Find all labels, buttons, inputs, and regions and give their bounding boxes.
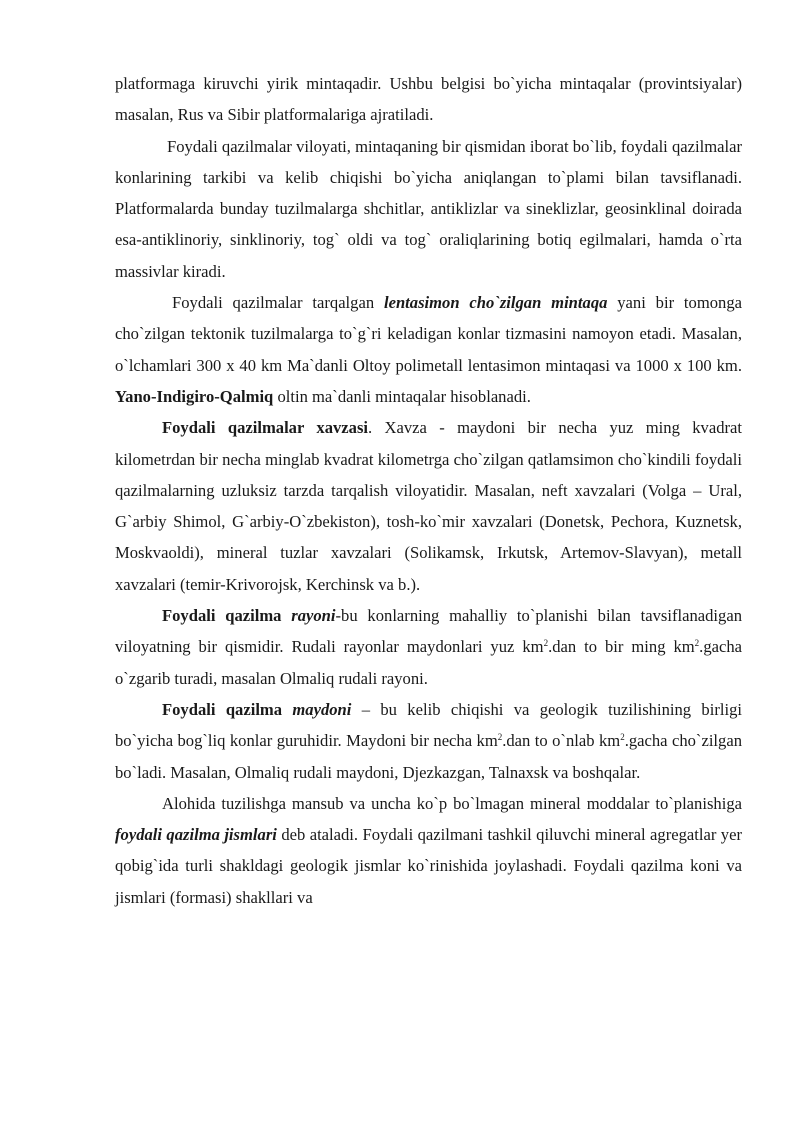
paragraph-3	[115, 287, 742, 412]
paragraph-text: oltin ma`danli mintaqalar hisoblanadi.	[273, 386, 531, 406]
paragraph-text: .gacha cho`zilgan bo`ladi. Masalan, Olmaliq rudali maydoni, Djezkazgan, Talnaxsk va boshqalar.	[115, 731, 742, 782]
paragraph-7	[115, 788, 742, 913]
superscript: 2	[497, 732, 503, 743]
term-emphasis: foydali qazilma jismlari	[115, 825, 277, 845]
paragraph-text: Alohida tuzilishga mansub va uncha ko`p bo`lmagan mineral moddalar to`planishiga	[162, 793, 742, 813]
term-emphasis: rayoni	[291, 606, 336, 626]
term-emphasis: maydoni	[292, 699, 352, 719]
paragraph-text: platformaga kiruvchi yirik mintaqadir. Ushbu belgisi bo`yicha mintaqalar (provintsiyalar) masalan, Rus va Sibir platformalariga ajratiladi.	[115, 74, 742, 125]
paragraph-text: – bu kelib chiqishi va geologik tuzilishining birligi bo`yicha bog`liq konlar guruhidir. Maydoni bir necha km	[115, 699, 742, 751]
paragraph-text: .dan to o`nlab km	[502, 731, 621, 751]
paragraph-1	[115, 68, 742, 131]
paragraph-text: .dan to bir ming km	[548, 637, 695, 657]
superscript: 2	[694, 638, 700, 649]
paragraph-text: Foydali qazilmalar tarqalgan	[172, 293, 384, 313]
paragraph-text: . Xavza - maydoni bir necha yuz ming kvadrat kilometrdan bir necha minglab kvadrat kilometrga cho`zilgan qatlamsimon cho`kindili foydali qazilmalarning uzluksiz tarzda tarqalish viloyatidir. Masalan, neft xavzalari (Volga – Ural, G`arbiy Shimol, G`arbiy-O`zbekiston), tosh-ko`mir xavzalari (Donetsk, Pechora, Kuznetsk, Moskvaoldi), mineral tuzlar xavzalari (Solikamsk, Irkutsk, Artemov-Slavyan), metall xavzalari (temir-Krivorojsk, Kerchinsk va b.).	[115, 418, 742, 594]
term-bold: Yano-Indigiro-Qalmiq	[115, 386, 274, 406]
paragraph-5	[115, 600, 742, 694]
term-bold: Foydali qazilma	[162, 606, 292, 626]
paragraph-text: deb ataladi. Foydali qazilmani tashkil qiluvchi mineral agregatlar yer qobig`ida turli shakldagi geologik jismlar ko`rinishida joylashadi. Foydali qazilma koni va jismlari (formasi) shakllari va	[115, 825, 742, 907]
paragraph-text: -bu konlarning mahalliy to`planishi bilan tavsiflanadigan viloyatning bir qismidir. Rudali rayonlar maydonlari yuz km	[115, 606, 742, 657]
paragraph-6	[115, 694, 742, 788]
superscript: 2	[543, 638, 549, 649]
paragraph-4	[115, 412, 742, 600]
term-bold: Foydali qazilmalar xavzasi	[162, 418, 369, 438]
term-emphasis: lentasimon cho`zilgan mintaqa	[383, 293, 608, 313]
superscript: 2	[620, 732, 625, 743]
document-page	[115, 68, 742, 913]
paragraph-2	[115, 131, 742, 287]
paragraph-text: .gacha o`zgarib turadi, masalan Olmaliq rudali rayoni.	[115, 637, 743, 688]
paragraph-text: Foydali qazilmalar viloyati, mintaqaning bir qismidan iborat bo`lib, foydali qazilmalar konlarining tarkibi va kelib chiqishi bo`yicha aniqlangan to`plami bilan tavsiflanadi. Platformalarda bunday tuzilmalarga shchitlar, antiklizlar va sineklizlar, geosinklinal doirada esa-antiklinoriy, sinklinoriy, tog` oldi va tog` oraliqlarining botiq egilmalari, hamda o`rta massivlar kiradi.	[115, 136, 742, 281]
paragraph-text: yani bir tomonga cho`zilgan tektonik tuzilmalarga to`g`ri keladigan konlar tizmasini namoyon etadi. Masalan, o`lchamlari 300 x 40 km Ma`danli Oltoy polimetall lentasimon mintaqasi va 1000 x 100 km.	[115, 293, 742, 375]
term-bold: Foydali qazilma	[162, 699, 293, 719]
